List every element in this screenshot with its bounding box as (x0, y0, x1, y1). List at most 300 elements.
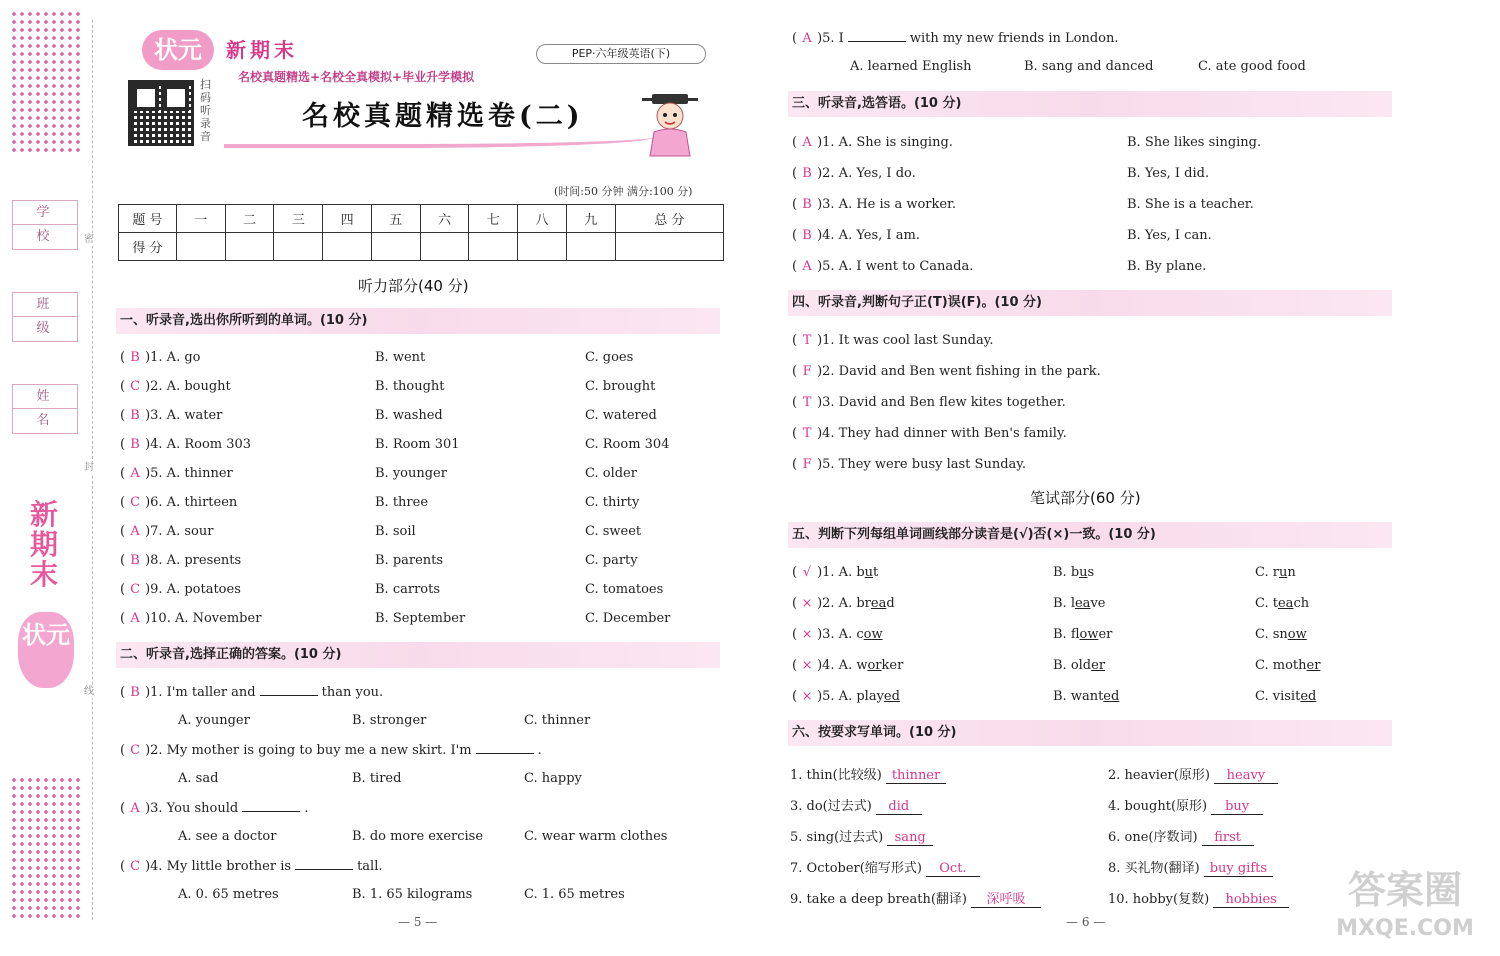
option-c (1255, 689, 1316, 704)
vertical-brand-logo: 状元 (18, 612, 74, 688)
word-part: s (1087, 565, 1095, 580)
option-c: C. wear warm clothes (524, 829, 668, 844)
score-cell[interactable] (566, 233, 615, 261)
class-label: 班 级 (13, 293, 77, 317)
word-part: C. r (1255, 565, 1279, 580)
list-item (792, 457, 1026, 472)
word-part: d (886, 596, 895, 611)
time-and-score-info: (时间:50 分钟 满分:100 分) (554, 185, 693, 198)
stem-text: )4. My little brother is (145, 859, 292, 874)
list-item (120, 582, 241, 597)
answer-mark[interactable]: B (802, 228, 812, 243)
underlined-letters: ow (863, 627, 883, 642)
open-paren: ( (792, 364, 798, 379)
word-part: )5. A. play (817, 689, 884, 704)
fill-in-item (1108, 857, 1273, 877)
answer-mark[interactable]: C (130, 859, 141, 874)
school-field[interactable] (12, 200, 78, 250)
score-cell[interactable] (371, 233, 420, 261)
option-c: C. Room 304 (585, 437, 670, 452)
fill-in-prompt: 8. 买礼物(翻译) (1108, 861, 1200, 876)
word-part: B. b (1053, 565, 1080, 580)
open-paren: ( (792, 596, 798, 611)
option-a: )5. A. thinner (145, 466, 233, 481)
word-part: er (1098, 627, 1113, 642)
option-a: )2. A. bought (145, 379, 231, 394)
option-c: C. goes (585, 350, 634, 365)
stem-text: )3. You should (145, 801, 239, 816)
option-b: B. younger (375, 466, 447, 481)
word-part: t (873, 565, 879, 580)
option-b: B. three (375, 495, 429, 510)
option-c: C. happy (524, 771, 582, 786)
open-paren: ( (792, 426, 798, 441)
open-paren: ( (120, 524, 126, 539)
fill-in-answer[interactable]: sang (887, 830, 933, 846)
fill-in-prompt: 7. October(缩写形式) (790, 861, 922, 876)
option-b: B. By plane. (1127, 259, 1207, 274)
option-c: C. brought (585, 379, 656, 394)
word-part: B. old (1053, 658, 1092, 673)
score-cell[interactable] (518, 233, 567, 261)
name-label: 姓 名 (13, 385, 77, 409)
option-a: )7. A. sour (145, 524, 214, 539)
page-title: 名校真题精选卷(二) (302, 101, 584, 132)
list-item (120, 553, 241, 568)
answer-mark[interactable]: B (130, 553, 140, 568)
option-a: )3. A. He is a worker. (817, 197, 957, 212)
option-a: )1. A. go (145, 350, 201, 365)
statement-text: )1. It was cool last Sunday. (817, 333, 994, 348)
option-c (1255, 627, 1307, 642)
option-c: C. older (585, 466, 637, 481)
decorative-swoosh (224, 130, 654, 148)
vertical-series-title: 新期末 (29, 498, 58, 591)
stem-text: with my new friends in London. (909, 31, 1119, 46)
open-paren: ( (792, 259, 798, 274)
answer-mark[interactable]: A (802, 31, 812, 46)
open-paren: ( (792, 228, 798, 243)
underlined-letters: or (867, 658, 882, 673)
answer-mark[interactable]: T (802, 426, 812, 441)
fill-in-item (1108, 795, 1263, 815)
score-header-cell: 一 (177, 205, 226, 233)
score-header-cell: 二 (225, 205, 274, 233)
score-header-cell: 三 (274, 205, 323, 233)
fill-in-answer[interactable]: buy (1211, 799, 1263, 815)
score-header-cell: 六 (420, 205, 469, 233)
answer-mark[interactable]: B (130, 408, 140, 423)
fill-in-prompt: 6. one(序数词) (1108, 830, 1198, 845)
option-a: A. sad (178, 771, 219, 786)
word-part: C. sn (1255, 627, 1288, 642)
score-header-cell: 总 分 (615, 205, 723, 233)
open-paren: ( (120, 495, 126, 510)
statement-text: )3. David and Ben flew kites together. (817, 395, 1066, 410)
fill-in-answer[interactable]: Oct. (926, 861, 980, 877)
seal-char: 线 (84, 686, 94, 697)
list-item (792, 426, 1067, 441)
option-b: B. parents (375, 553, 444, 568)
stem-text: than you. (321, 685, 384, 700)
stem-text: )5. I (817, 31, 844, 46)
fill-in-answer[interactable]: 深呼吸 (971, 888, 1041, 908)
score-cell[interactable] (420, 233, 469, 261)
answer-mark[interactable]: B (802, 166, 812, 181)
answer-blank[interactable] (476, 742, 534, 754)
fill-in-item (790, 857, 980, 877)
stem-text: . (537, 743, 542, 758)
fill-in-prompt: 4. bought(原形) (1108, 799, 1208, 814)
list-item (120, 466, 233, 481)
option-c (1255, 658, 1320, 673)
watermark-logo-text: 答案圈 (1347, 868, 1462, 912)
open-paren: ( (120, 859, 126, 874)
word-part: ker (881, 658, 904, 673)
option-a: )3. A. water (145, 408, 223, 423)
list-item (792, 627, 883, 642)
list-item (792, 596, 895, 611)
qr-code-icon[interactable] (128, 80, 194, 146)
answer-blank[interactable] (848, 30, 906, 42)
open-paren: ( (792, 689, 798, 704)
list-item (120, 408, 222, 423)
open-paren: ( (792, 135, 798, 150)
underlined-letters: u (1079, 565, 1088, 580)
answer-mark[interactable]: A (130, 466, 140, 481)
option-b: B. carrots (375, 582, 440, 597)
option-c: C. sweet (585, 524, 642, 539)
fill-in-item (1108, 826, 1254, 846)
answer-mark[interactable]: A (130, 524, 140, 539)
open-paren: ( (120, 466, 126, 481)
seal-char: 密 (84, 234, 94, 245)
class-field[interactable] (12, 292, 78, 342)
list-item (792, 395, 1066, 410)
score-header-cell: 九 (566, 205, 615, 233)
answer-mark[interactable]: × (801, 658, 813, 673)
fill-in-answer[interactable]: buy gifts (1204, 861, 1273, 877)
section-2-header: 二、听录音,选择正确的答案。(10 分) (116, 642, 720, 668)
option-c: C. watered (585, 408, 657, 423)
open-paren: ( (120, 801, 126, 816)
fill-in-item (790, 795, 922, 815)
list-item (792, 228, 920, 243)
option-b: B. went (375, 350, 426, 365)
answer-mark[interactable]: B (802, 197, 812, 212)
stem-text: tall. (357, 859, 383, 874)
section-6-header: 六、按要求写单词。(10 分) (788, 720, 1392, 746)
answer-mark[interactable]: B (130, 350, 140, 365)
answer-mark[interactable]: A (130, 801, 140, 816)
option-b: B. Yes, I can. (1127, 228, 1212, 243)
fill-in-prompt: 9. take a deep breath(翻译) (790, 892, 967, 907)
answer-mark[interactable]: B (130, 685, 140, 700)
brand-tagline: 名校真题精选+名校全真模拟+毕业升学模拟 (238, 70, 475, 84)
fill-in-prompt: 5. sing(过去式) (790, 830, 884, 845)
underlined-letters: er (1306, 658, 1321, 673)
open-paren: ( (792, 395, 798, 410)
option-c: C. tomatoes (585, 582, 664, 597)
page-number-right: — 6 — (1066, 915, 1106, 929)
answer-mark[interactable]: F (802, 457, 812, 472)
score-header-cell: 八 (518, 205, 567, 233)
option-a: )9. A. potatoes (145, 582, 241, 597)
fill-in-prompt: 1. thin(比较级) (790, 768, 882, 783)
open-paren: ( (792, 31, 798, 46)
word-part: ch (1293, 596, 1310, 611)
word-part: )4. A. w (817, 658, 868, 673)
score-cell[interactable] (469, 233, 518, 261)
word-part: C. moth (1255, 658, 1307, 673)
answer-mark[interactable]: A (802, 259, 812, 274)
word-part: )3. A. c (817, 627, 864, 642)
option-b (1053, 627, 1112, 642)
option-c: C. thirty (585, 495, 640, 510)
option-b: B. tired (352, 771, 402, 786)
word-part: C. t (1255, 596, 1278, 611)
fill-in-item (1108, 888, 1289, 908)
option-c: C. party (585, 553, 638, 568)
answer-mark[interactable]: A (802, 135, 812, 150)
option-a: )4. A. Yes, I am. (817, 228, 920, 243)
option-b (1053, 596, 1105, 611)
fill-in-item (1108, 764, 1278, 784)
option-b: B. 1. 65 kilograms (352, 887, 473, 902)
open-paren: ( (120, 350, 126, 365)
open-paren: ( (120, 379, 126, 394)
fill-in-answer[interactable]: heavy (1214, 768, 1278, 784)
option-a: )4. A. Room 303 (145, 437, 252, 452)
word-part: )2. A. br (817, 596, 871, 611)
option-a: )10. A. November (145, 611, 262, 626)
option-a: )1. A. She is singing. (817, 135, 953, 150)
underlined-letters: ed (883, 689, 900, 704)
underlined-letters: ea (870, 596, 887, 611)
word-part: ve (1090, 596, 1106, 611)
section-1-header: 一、听录音,选出你所听到的单词。(10 分) (116, 308, 720, 334)
answer-blank[interactable] (242, 800, 300, 812)
option-c: C. ate good food (1198, 59, 1306, 74)
option-a: A. younger (178, 713, 250, 728)
list-item (120, 495, 237, 510)
option-b: B. Room 301 (375, 437, 460, 452)
option-b (1053, 689, 1119, 704)
section-3-header: 三、听录音,选答语。(10 分) (788, 91, 1392, 117)
page-number-left: — 5 — (398, 915, 438, 929)
open-paren: ( (120, 743, 126, 758)
open-paren: ( (792, 457, 798, 472)
score-header-cell: 四 (323, 205, 372, 233)
watermark-url: MXQE.COM (1336, 916, 1474, 941)
score-cell[interactable] (225, 233, 274, 261)
underlined-letters: u (864, 565, 874, 580)
option-c: C. December (585, 611, 671, 626)
fill-in-item (790, 888, 1041, 908)
score-header-cell: 五 (371, 205, 420, 233)
statement-text: )4. They had dinner with Ben's family. (817, 426, 1067, 441)
answer-blank[interactable] (295, 858, 353, 870)
section-4-header: 四、听录音,判断句子正(T)误(F)。(10 分) (788, 290, 1392, 316)
brand-name: 新期末 (226, 38, 298, 62)
open-paren: ( (120, 685, 126, 700)
answer-mark[interactable]: × (801, 596, 813, 611)
score-table-score-row (119, 233, 724, 261)
list-item (792, 166, 916, 181)
school-label: 学 校 (13, 201, 77, 225)
stem-text: )2. My mother is going to buy me a new skirt. I'm (145, 743, 472, 758)
fill-in-answer[interactable]: first (1202, 830, 1254, 846)
option-c: C. 1. 65 metres (524, 887, 625, 902)
option-b: B. Yes, I did. (1127, 166, 1210, 181)
option-a: A. see a doctor (178, 829, 277, 844)
list-item (792, 333, 994, 348)
option-b: B. stronger (352, 713, 427, 728)
fill-in-prompt: 3. do(过去式) (790, 799, 872, 814)
option-b: B. She is a teacher. (1127, 197, 1254, 212)
option-b: B. sang and danced (1024, 59, 1154, 74)
answer-blank[interactable] (260, 684, 318, 696)
list-item (792, 364, 1101, 379)
name-field[interactable] (12, 384, 78, 434)
open-paren: ( (792, 197, 798, 212)
option-b: B. do more exercise (352, 829, 484, 844)
list-item (792, 658, 903, 673)
decorative-dots-bottom (10, 776, 84, 918)
answer-mark[interactable]: B (130, 437, 140, 452)
word-part: B. want (1053, 689, 1104, 704)
score-cell[interactable] (177, 233, 226, 261)
list-item (120, 524, 213, 539)
underlined-letters: ed (1300, 689, 1317, 704)
underlined-letters: u (1278, 565, 1288, 580)
option-a: )8. A. presents (145, 553, 242, 568)
underlined-letters: er (1091, 658, 1106, 673)
fill-in-item (790, 826, 933, 846)
question-stem (792, 30, 1119, 46)
word-part: B. fl (1053, 627, 1080, 642)
underlined-letters: ow (1079, 627, 1099, 642)
underlined-letters: ow (1287, 627, 1307, 642)
fill-in-prompt: 2. heavier(原形) (1108, 768, 1210, 783)
underlined-letters: ea (1277, 596, 1294, 611)
open-paren: ( (792, 333, 798, 348)
open-paren: ( (120, 437, 126, 452)
open-paren: ( (120, 582, 126, 597)
answer-mark[interactable]: C (130, 582, 141, 597)
score-table (118, 204, 724, 261)
question-stem (120, 684, 383, 700)
fill-in-item (790, 764, 946, 784)
answer-mark[interactable]: × (801, 689, 813, 704)
question-stem (120, 858, 383, 874)
option-b: B. She likes singing. (1127, 135, 1262, 150)
option-c (1255, 596, 1309, 611)
answer-mark[interactable]: C (130, 495, 141, 510)
list-item (792, 565, 878, 580)
stem-text: . (304, 801, 309, 816)
option-c: C. thinner (524, 713, 591, 728)
underlined-letters: ed (1103, 689, 1120, 704)
statement-text: )2. David and Ben went fishing in the park. (817, 364, 1101, 379)
option-b: B. thought (375, 379, 445, 394)
open-paren: ( (792, 627, 798, 642)
scholar-mascot-icon (640, 92, 700, 158)
list-item (120, 350, 201, 365)
option-a: )6. A. thirteen (145, 495, 238, 510)
brand-logo: 状元 (142, 30, 214, 70)
list-item (120, 611, 261, 626)
fill-in-answer[interactable]: thinner (886, 768, 946, 784)
open-paren: ( (792, 658, 798, 673)
list-item (120, 379, 231, 394)
answer-mark[interactable]: C (130, 743, 141, 758)
list-item (120, 437, 251, 452)
open-paren: ( (120, 408, 126, 423)
option-a: )2. A. Yes, I do. (817, 166, 916, 181)
answer-mark[interactable]: × (801, 627, 813, 642)
score-cell[interactable] (274, 233, 323, 261)
option-a: A. 0. 65 metres (178, 887, 279, 902)
answer-mark[interactable]: C (130, 379, 141, 394)
answer-mark[interactable]: A (130, 611, 140, 626)
option-c (1255, 565, 1296, 580)
open-paren: ( (792, 166, 798, 181)
answer-mark[interactable]: √ (802, 565, 812, 580)
watermark (1320, 866, 1490, 950)
option-b: B. washed (375, 408, 443, 423)
fill-in-prompt: 10. hobby(复数) (1108, 892, 1210, 907)
edition-badge: PEP·六年级英语(下) (536, 44, 706, 64)
question-stem (120, 742, 542, 758)
answer-mark[interactable]: T (802, 333, 812, 348)
word-part: n (1287, 565, 1296, 580)
answer-mark[interactable]: F (802, 364, 812, 379)
decorative-dots-top (10, 10, 84, 156)
option-b: B. September (375, 611, 466, 626)
open-paren: ( (120, 553, 126, 568)
score-cell[interactable] (615, 233, 723, 261)
written-part-title: 笔试部分(60 分) (1030, 489, 1141, 507)
open-paren: ( (792, 565, 798, 580)
list-item (792, 689, 900, 704)
answer-mark[interactable]: T (802, 395, 812, 410)
statement-text: )5. They were busy last Sunday. (817, 457, 1027, 472)
score-header-cell: 七 (469, 205, 518, 233)
section-5-header: 五、判断下列每组单词画线部分读音是(√)否(×)一致。(10 分) (788, 522, 1392, 548)
scan-caption: 扫码听录音 (200, 78, 211, 143)
list-item (792, 197, 956, 212)
score-header-cell: 题 号 (119, 205, 177, 233)
score-row-label: 得 分 (119, 233, 177, 261)
fill-in-answer[interactable]: hobbies (1213, 892, 1289, 908)
fill-in-answer[interactable]: did (876, 799, 922, 815)
option-b (1053, 658, 1105, 673)
open-paren: ( (120, 611, 126, 626)
option-b (1053, 565, 1094, 580)
word-part: B. l (1053, 596, 1075, 611)
list-item (792, 135, 953, 150)
seal-char: 封 (84, 462, 94, 473)
option-a: )5. A. I went to Canada. (817, 259, 974, 274)
score-cell[interactable] (323, 233, 372, 261)
list-item (792, 259, 973, 274)
listening-part-title: 听力部分(40 分) (358, 277, 469, 295)
option-b: B. soil (375, 524, 416, 539)
word-part: C. visit (1255, 689, 1301, 704)
question-stem (120, 800, 308, 816)
word-part: )1. A. b (817, 565, 865, 580)
